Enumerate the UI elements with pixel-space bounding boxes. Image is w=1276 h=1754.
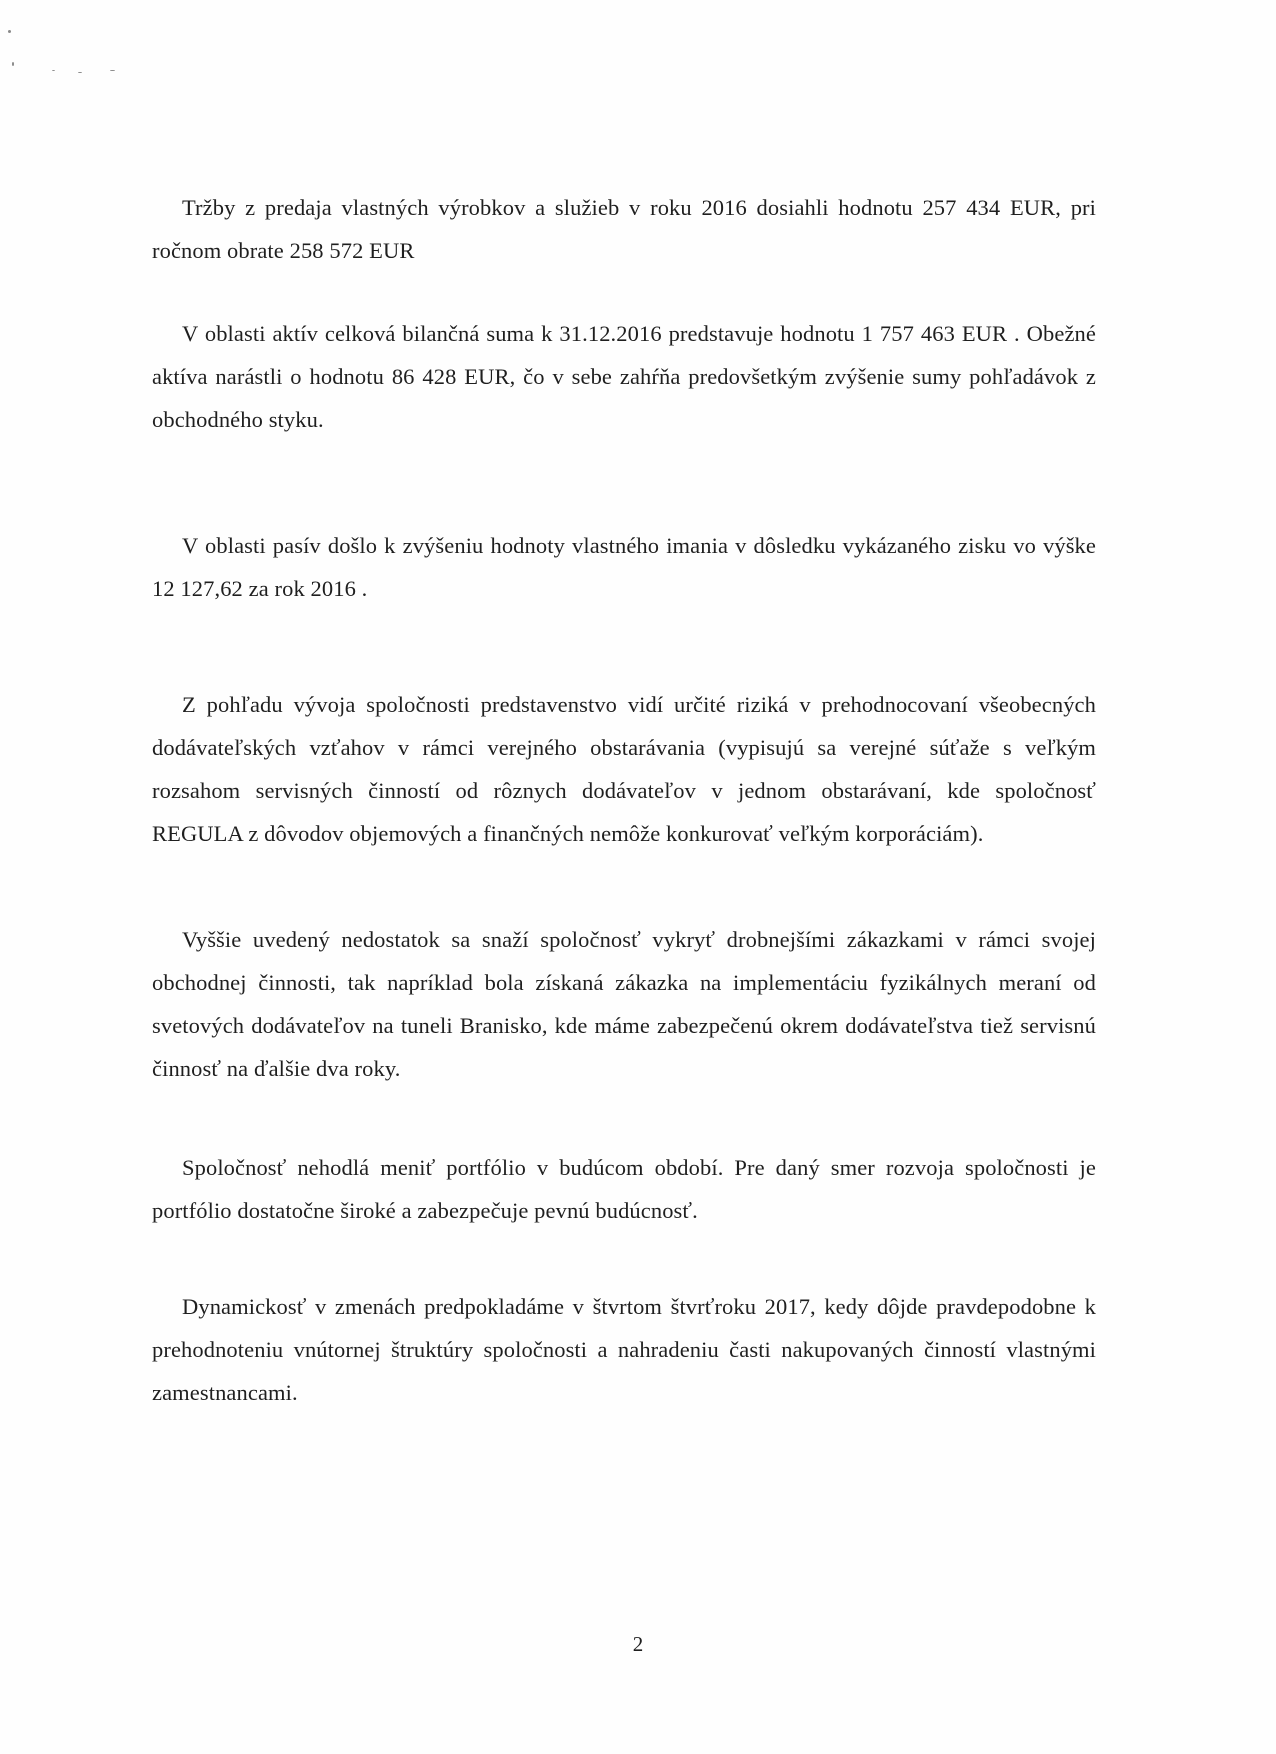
paragraph-dynamics: Dynamickosť v zmenách predpokladáme v štvrtom štvrťroku 2017, kedy dôjde pravdepodobne k prehodnoteniu vnútornej štruktúry spoločnosti a nahradeniu časti nakupovaných činností vlastnými zamestnancami. [152, 1294, 1096, 1405]
paragraph-liabilities: V oblasti pasív došlo k zvýšeniu hodnoty vlastného imania v dôsledku vykázaného zisku vo výške 12 127,62 za rok 2016 . [152, 533, 1096, 601]
paragraph-assets: V oblasti aktív celková bilančná suma k 31.12.2016 predstavuje hodnotu 1 757 463 EUR . Obežné aktíva narástli o hodnotu 86 428 EUR, čo v sebe zahŕňa predovšetkým zvýšenie sumy pohľadávok z obchodného styku. [152, 321, 1096, 432]
paragraph-risks: Z pohľadu vývoja spoločnosti predstavenstvo vidí určité riziká v prehodnocovaní všeobecných dodávateľských vzťahov v rámci verejného obstarávania (vypisujú sa verejné súťaže s veľkým rozsahom servisných činností od rôznych dodávateľov v jednom obstarávaní, kde spoločnosť REGULA z dôvodov objemových a finančných nemôže konkurovať veľkým korporáciám). [152, 692, 1096, 846]
scan-speck [52, 70, 55, 71]
scan-speck [12, 62, 14, 66]
scan-speck [110, 70, 115, 71]
document-body [152, 186, 1096, 1414]
scan-speck [78, 72, 82, 73]
paragraph-contracts: Vyššie uvedený nedostatok sa snaží spoločnosť vykryť drobnejšími zákazkami v rámci svojej obchodnej činnosti, tak napríklad bola získaná zákazka na implementáciu fyzikálnych meraní od svetových dodávateľov na tuneli Branisko, kde máme zabezpečenú okrem dodávateľstva tiež servisnú činnosť na ďalšie dva roky. [152, 927, 1096, 1081]
paragraph-portfolio: Spoločnosť nehodlá meniť portfólio v budúcom období. Pre daný smer rozvoja spoločnosti je portfólio dostatočne široké a zabezpečuje pevnú budúcnosť. [152, 1155, 1096, 1223]
scan-speck [8, 30, 11, 33]
paragraph-sales: Tržby z predaja vlastných výrobkov a služieb v roku 2016 dosiahli hodnotu 257 434 EUR, pri ročnom obrate 258 572 EUR [152, 195, 1096, 263]
page-number: 2 [632, 1632, 644, 1656]
